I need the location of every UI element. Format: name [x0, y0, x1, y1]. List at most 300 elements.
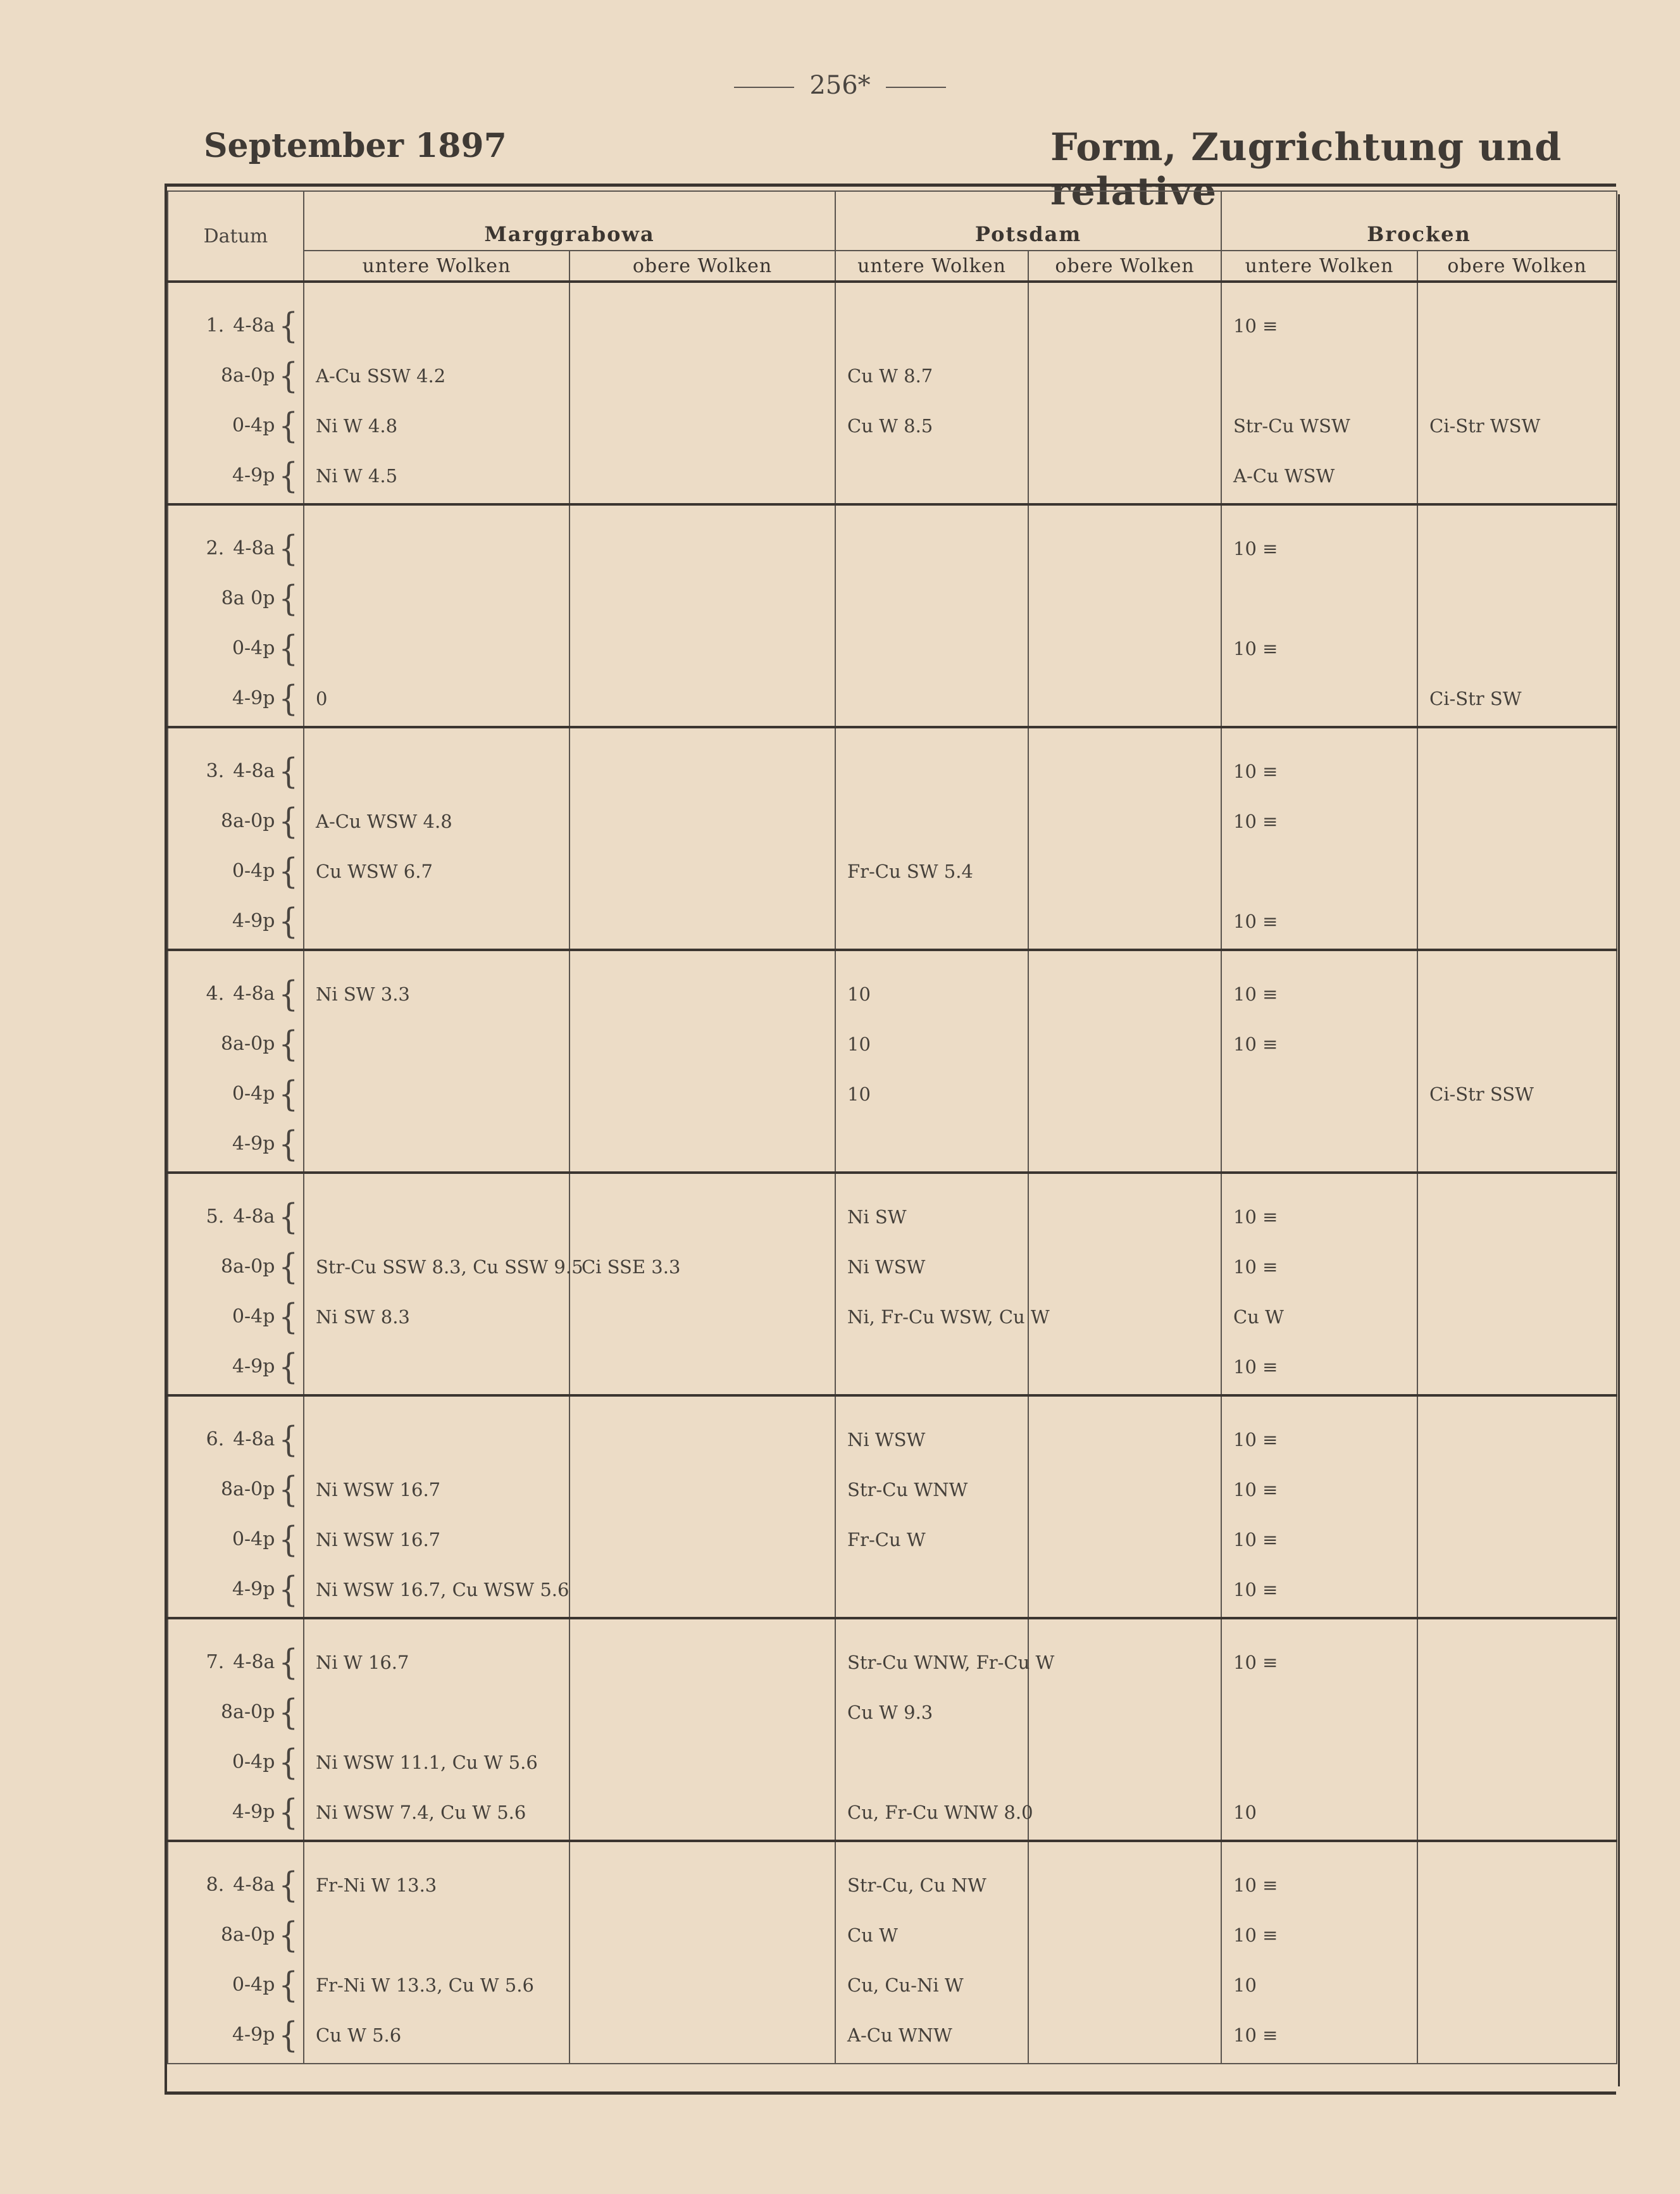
observation-line — [304, 896, 569, 946]
brace-icon: { — [278, 2014, 298, 2055]
observation-line — [304, 1292, 569, 1342]
day-number: 3. — [206, 760, 225, 782]
potsdam-lower-header: untere Wolken — [835, 251, 1028, 282]
date-cell — [168, 727, 304, 950]
brace-icon: { — [278, 1792, 298, 1833]
table-row — [168, 282, 1617, 504]
brace-icon: { — [278, 1642, 298, 1683]
observation-line — [570, 301, 835, 351]
observation-text: 10 ≡ — [1233, 1033, 1278, 1055]
observation-line — [304, 746, 569, 796]
day-number: 8. — [206, 1874, 225, 1896]
observation-line — [1222, 846, 1417, 896]
observation-line — [1029, 623, 1221, 673]
observation-text: A-Cu SSW 4.2 — [316, 365, 446, 387]
brace-icon: { — [278, 751, 298, 792]
observation-text: Str-Cu SSW 8.3, Cu SSW 9.5 — [316, 1256, 583, 1278]
time-range: 4-9p — [232, 910, 275, 932]
date-cell — [168, 1841, 304, 2064]
observation-line — [836, 623, 1028, 673]
observation-line — [304, 1637, 569, 1687]
observation-line — [570, 1787, 835, 1837]
time-range: 4-8a — [233, 760, 275, 782]
brace-icon: { — [278, 801, 298, 842]
observation-line — [570, 623, 835, 673]
observation-line — [836, 896, 1028, 946]
date-time-line — [168, 1069, 303, 1119]
observation-line — [836, 1737, 1028, 1787]
observation-line — [836, 351, 1028, 401]
observation-line — [1029, 401, 1221, 451]
observation-line — [1418, 1960, 1616, 2010]
observation-line — [1029, 1342, 1221, 1392]
day-number: 2. — [206, 537, 225, 559]
observation-line — [304, 1787, 569, 1837]
brace-icon: { — [278, 1469, 298, 1510]
marggrabowa-upper-cell — [569, 1841, 835, 2064]
observation-line — [1222, 1292, 1417, 1342]
marggrabowa-upper-cell — [569, 504, 835, 727]
observation-line — [1418, 1860, 1616, 1910]
date-time-line — [168, 1687, 303, 1737]
observation-text: Ni WSW 7.4, Cu W 5.6 — [316, 1801, 526, 1823]
observation-text: 10 — [847, 1083, 871, 1105]
observation-line — [570, 969, 835, 1019]
observation-text: 10 ≡ — [1233, 1924, 1278, 1946]
date-cell — [168, 1173, 304, 1395]
observation-line — [1029, 969, 1221, 1019]
brace-icon: { — [278, 1914, 298, 1955]
observation-line — [836, 1342, 1028, 1392]
observation-line — [1029, 451, 1221, 501]
observation-text: 10 ≡ — [1233, 1578, 1278, 1600]
date-time-line — [168, 796, 303, 846]
date-cell — [168, 504, 304, 727]
time-range: 8a-0p — [221, 1924, 275, 1946]
observation-line — [304, 846, 569, 896]
observation-line — [1418, 1464, 1616, 1514]
observation-text: 10 ≡ — [1233, 1528, 1278, 1550]
observation-text: Ci-Str SW — [1429, 687, 1522, 709]
observation-line — [836, 1860, 1028, 1910]
observation-line — [304, 1687, 569, 1737]
time-range: 8a-0p — [221, 1701, 275, 1723]
observation-line — [1029, 1242, 1221, 1292]
brocken-lower-cell — [1221, 282, 1417, 504]
potsdam-upper-cell — [1028, 282, 1221, 504]
date-time-line — [168, 1119, 303, 1169]
time-range: 8a-0p — [221, 1033, 275, 1055]
observation-text: A-Cu WSW 4.8 — [316, 810, 452, 832]
brace-icon: { — [278, 1196, 298, 1237]
observation-line — [570, 1737, 835, 1787]
observation-line — [836, 1292, 1050, 1342]
observation-line — [1029, 1414, 1221, 1464]
observation-text: Ni WSW — [847, 1428, 926, 1450]
time-range: 0-4p — [232, 1974, 275, 1996]
observation-line — [304, 351, 569, 401]
observation-line — [1222, 1637, 1417, 1687]
brace-icon: { — [278, 851, 298, 892]
observation-text: 10 ≡ — [1233, 1356, 1278, 1378]
observation-line — [570, 846, 835, 896]
time-range: 4-9p — [232, 687, 275, 709]
time-range: 0-4p — [232, 637, 275, 659]
observation-text: Fr-Ni W 13.3, Cu W 5.6 — [316, 1974, 534, 1996]
observation-line — [1418, 1069, 1616, 1119]
brace-icon: { — [278, 1964, 298, 2005]
date-time-line — [168, 2010, 303, 2060]
observation-text: Cu WSW 6.7 — [316, 860, 433, 882]
marggrabowa-lower-cell — [304, 1841, 569, 2064]
brocken-upper-cell — [1417, 282, 1617, 504]
observation-line — [1222, 1242, 1417, 1292]
observation-line — [1418, 1787, 1616, 1837]
day-number: 6. — [206, 1428, 225, 1450]
observation-line — [1222, 1737, 1417, 1787]
station-header-potsdam: Potsdam — [835, 191, 1221, 251]
observation-line — [1418, 1242, 1616, 1292]
brace-icon: { — [278, 1346, 298, 1387]
observation-line — [304, 1464, 569, 1514]
potsdam-lower-cell — [835, 1173, 1050, 1395]
table-row — [168, 1841, 1617, 2064]
station-header-brocken: Brocken — [1221, 191, 1617, 251]
table-body — [168, 282, 1617, 2064]
observation-line — [1418, 301, 1616, 351]
time-range: 8a-0p — [221, 1256, 275, 1278]
observation-line — [304, 1960, 569, 2010]
brocken-lower-cell — [1221, 727, 1417, 950]
brocken-lower-cell — [1221, 1173, 1417, 1395]
observation-line — [836, 401, 1028, 451]
observation-line — [570, 1414, 835, 1464]
brace-icon: { — [278, 1742, 298, 1783]
observation-line — [1029, 673, 1221, 723]
observation-text: 10 ≡ — [1233, 1428, 1278, 1450]
observation-line — [836, 451, 1028, 501]
potsdam-upper-cell — [1028, 1395, 1221, 1618]
observation-line — [1418, 451, 1616, 501]
date-time-line — [168, 1019, 303, 1069]
observation-line — [304, 673, 569, 723]
brace-icon: { — [278, 1864, 298, 1905]
observation-line — [1029, 1687, 1221, 1737]
observation-line — [1222, 1192, 1417, 1242]
observation-line — [1222, 1960, 1417, 2010]
observation-line — [570, 896, 835, 946]
time-range: 4-8a — [233, 1206, 275, 1228]
brocken-lower-cell — [1221, 950, 1417, 1173]
observation-line — [836, 1019, 1028, 1069]
time-range: 4-8a — [233, 1428, 275, 1450]
observation-line — [1222, 746, 1417, 796]
day-number: 1. — [206, 315, 225, 337]
observation-line — [1222, 969, 1417, 1019]
observation-line — [304, 1737, 569, 1787]
observation-line — [570, 1292, 835, 1342]
date-time-line — [168, 673, 303, 723]
marggrabowa-lower-header: untere Wolken — [304, 251, 569, 282]
observation-line — [304, 2010, 569, 2060]
observation-line — [1029, 1860, 1221, 1910]
date-time-line — [168, 301, 303, 351]
observation-line — [304, 301, 569, 351]
potsdam-upper-cell — [1028, 950, 1221, 1173]
observation-line — [1029, 573, 1221, 623]
marggrabowa-upper-header: obere Wolken — [569, 251, 835, 282]
marggrabowa-lower-cell — [304, 282, 569, 504]
observation-line — [570, 1069, 835, 1119]
cloud-observation-table — [167, 190, 1617, 2064]
marggrabowa-upper-cell — [569, 950, 835, 1173]
observation-text: Fr-Cu W — [847, 1528, 926, 1550]
observation-line — [570, 1342, 835, 1392]
observation-line — [304, 573, 569, 623]
page-number-right-rule — [886, 87, 946, 88]
time-range: 8a 0p — [221, 587, 275, 609]
time-range: 8a-0p — [221, 365, 275, 387]
observation-line — [1222, 1687, 1417, 1737]
observation-line — [836, 1464, 1028, 1514]
observation-line — [1029, 1069, 1221, 1119]
time-range: 8a-0p — [221, 1478, 275, 1500]
observation-line — [570, 1242, 835, 1292]
observation-line — [570, 1019, 835, 1069]
observation-line — [836, 846, 1028, 896]
date-time-line — [168, 1787, 303, 1837]
observation-line — [1418, 1292, 1616, 1342]
observation-line — [570, 673, 835, 723]
header-month: September 1897 — [204, 127, 507, 165]
observation-line — [1029, 1019, 1221, 1069]
potsdam-lower-cell — [835, 504, 1028, 727]
observation-line — [570, 1464, 835, 1514]
date-time-line — [168, 1464, 303, 1514]
date-time-line — [168, 1737, 303, 1787]
observation-text: Cu W 5.6 — [316, 2024, 402, 2046]
observation-line — [1418, 1119, 1616, 1169]
observation-line — [1418, 1192, 1616, 1242]
brocken-upper-cell — [1417, 1173, 1617, 1395]
page-number-left-rule — [734, 87, 794, 88]
marggrabowa-upper-cell — [569, 1395, 835, 1618]
brocken-upper-cell — [1417, 1395, 1617, 1618]
date-time-line — [168, 969, 303, 1019]
time-range: 4-9p — [232, 1801, 275, 1823]
brocken-lower-cell — [1221, 1618, 1417, 1841]
date-cell — [168, 950, 304, 1173]
observation-text: Ni WSW 11.1, Cu W 5.6 — [316, 1751, 538, 1773]
observation-text: Ni W 16.7 — [316, 1651, 409, 1673]
observation-text: 10 ≡ — [1233, 810, 1278, 832]
observation-line — [304, 969, 569, 1019]
observation-line — [1029, 796, 1221, 846]
observation-line — [1029, 1514, 1221, 1564]
observation-line — [570, 573, 835, 623]
time-range: 4-9p — [232, 2024, 275, 2046]
observation-line — [570, 1960, 835, 2010]
observation-text: 10 ≡ — [1233, 983, 1278, 1005]
observation-text: 10 — [1233, 1974, 1257, 1996]
time-range: 8a-0p — [221, 810, 275, 832]
table-row — [168, 1618, 1617, 1841]
brace-icon: { — [278, 1692, 298, 1733]
observation-line — [1418, 1514, 1616, 1564]
observation-line — [570, 1514, 835, 1564]
marggrabowa-lower-cell — [304, 1395, 569, 1618]
date-time-line — [168, 1342, 303, 1392]
observation-line — [1222, 673, 1417, 723]
date-cell — [168, 1618, 304, 1841]
marggrabowa-lower-cell — [304, 504, 569, 727]
date-time-line — [168, 1242, 303, 1292]
observation-line — [836, 1564, 1028, 1614]
potsdam-lower-cell — [835, 950, 1028, 1173]
observation-text: Ci-Str WSW — [1429, 414, 1541, 437]
observation-line — [570, 351, 835, 401]
observation-text: 0 — [316, 687, 328, 709]
observation-line — [304, 401, 569, 451]
observation-line — [1222, 1119, 1417, 1169]
observation-line — [1029, 301, 1221, 351]
day-number: 7. — [206, 1651, 225, 1673]
observation-line — [304, 1069, 569, 1119]
observation-text: Ni WSW 16.7 — [316, 1478, 441, 1500]
date-time-line — [168, 746, 303, 796]
time-range: 0-4p — [232, 414, 275, 437]
brace-icon: { — [278, 1023, 298, 1064]
observation-text: Ci-Str SSW — [1429, 1083, 1534, 1105]
observation-line — [1029, 1910, 1221, 1960]
observation-line — [1222, 1910, 1417, 1960]
observation-text: Cu, Cu-Ni W — [847, 1974, 964, 1996]
observation-line — [836, 746, 1028, 796]
day-number: 5. — [206, 1206, 225, 1228]
datum-header: Datum — [168, 191, 304, 282]
date-time-line — [168, 1960, 303, 2010]
observation-line — [570, 1192, 835, 1242]
observation-line — [1222, 1342, 1417, 1392]
observation-line — [836, 1910, 1028, 1960]
date-time-line — [168, 1564, 303, 1614]
observation-line — [1029, 1292, 1221, 1342]
observation-text: Ni W 4.8 — [316, 414, 398, 437]
observation-line — [1222, 1464, 1417, 1514]
brocken-upper-cell — [1417, 1841, 1617, 2064]
observation-text: Str-Cu WNW — [847, 1478, 968, 1500]
observation-line — [1222, 796, 1417, 846]
table-row — [168, 1395, 1617, 1618]
brocken-upper-cell — [1417, 727, 1617, 950]
brocken-lower-cell — [1221, 1841, 1417, 2064]
observation-line — [1222, 2010, 1417, 2060]
observation-line — [1029, 523, 1221, 573]
observation-line — [836, 573, 1028, 623]
observation-line — [836, 301, 1028, 351]
observation-line — [570, 1910, 835, 1960]
observation-text: Cu, Fr-Cu WNW 8.0 — [847, 1801, 1033, 1823]
observation-text: Cu W 9.3 — [847, 1701, 933, 1723]
table-row — [168, 1173, 1617, 1395]
observation-line — [1418, 623, 1616, 673]
observation-line — [836, 2010, 1028, 2060]
observation-text: 10 ≡ — [1233, 637, 1278, 659]
observation-line — [1418, 1737, 1616, 1787]
observation-line — [570, 2010, 835, 2060]
potsdam-upper-cell — [1028, 727, 1221, 950]
brace-icon: { — [278, 973, 298, 1014]
potsdam-upper-cell — [1028, 1841, 1221, 2064]
potsdam-upper-cell — [1028, 504, 1221, 727]
observation-text: 10 ≡ — [1233, 760, 1278, 782]
observation-text: Fr-Cu SW 5.4 — [847, 860, 973, 882]
brocken-lower-cell — [1221, 1395, 1417, 1618]
observation-line — [304, 451, 569, 501]
observation-line — [836, 1069, 1028, 1119]
observation-line — [1418, 969, 1616, 1019]
potsdam-lower-cell — [835, 1841, 1028, 2064]
potsdam-upper-header: obere Wolken — [1028, 251, 1221, 282]
observation-line — [836, 673, 1028, 723]
table-row — [168, 727, 1617, 950]
observation-line — [1222, 896, 1417, 946]
marggrabowa-lower-cell — [304, 1173, 583, 1395]
time-range: 4-9p — [232, 1133, 275, 1155]
brace-icon: { — [278, 678, 298, 719]
observation-line — [1418, 1564, 1616, 1614]
observation-line — [570, 746, 835, 796]
observation-text: Ni SW 3.3 — [316, 983, 410, 1005]
date-time-line — [168, 573, 303, 623]
observation-line — [304, 1242, 583, 1292]
page-number — [0, 71, 1680, 100]
observation-line — [304, 1414, 569, 1464]
observation-text: 10 ≡ — [1233, 1651, 1278, 1673]
observation-line — [836, 1119, 1028, 1169]
observation-text: 10 ≡ — [1233, 1874, 1278, 1896]
marggrabowa-upper-cell — [569, 282, 835, 504]
observation-line — [836, 969, 1028, 1019]
date-time-line — [168, 351, 303, 401]
observation-line — [304, 1860, 569, 1910]
potsdam-lower-cell — [835, 727, 1028, 950]
observation-line — [1222, 573, 1417, 623]
observation-text: 10 ≡ — [1233, 910, 1278, 932]
observation-line — [1029, 2010, 1221, 2060]
observation-line — [1029, 1564, 1221, 1614]
observation-text: Ni WSW — [847, 1256, 926, 1278]
marggrabowa-upper-cell — [569, 727, 835, 950]
observation-line — [304, 1564, 569, 1614]
date-time-line — [168, 1910, 303, 1960]
observation-line — [836, 1687, 1028, 1737]
observation-line — [1029, 351, 1221, 401]
brace-icon: { — [278, 628, 298, 669]
brace-icon: { — [278, 1073, 298, 1114]
brace-icon: { — [278, 1519, 298, 1560]
brocken-upper-cell — [1417, 504, 1617, 727]
observation-line — [1029, 1192, 1221, 1242]
date-time-line — [168, 451, 303, 501]
observation-line — [1418, 746, 1616, 796]
observation-line — [1418, 1687, 1616, 1737]
observation-line — [1222, 351, 1417, 401]
observation-line — [570, 523, 835, 573]
brace-icon: { — [278, 1419, 298, 1460]
date-time-line — [168, 846, 303, 896]
observation-line — [570, 401, 835, 451]
